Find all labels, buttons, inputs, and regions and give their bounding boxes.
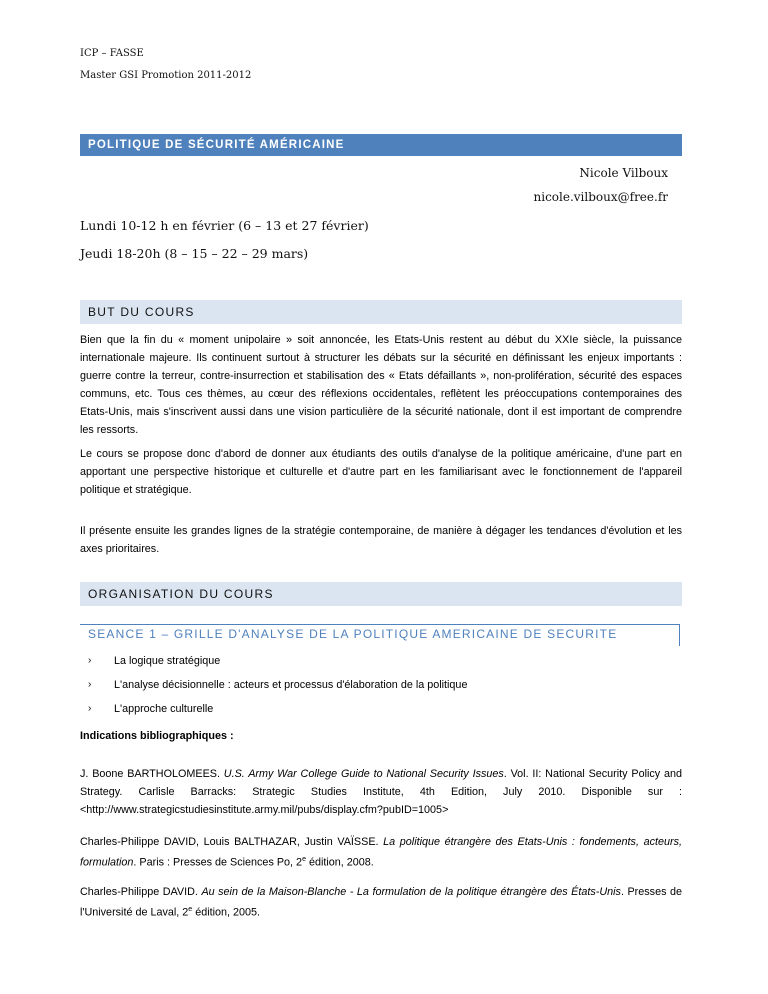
reference-details: . Presses de l'Université de Laval, 2: [80, 886, 682, 919]
teacher-name: Nicole Vilboux: [579, 166, 668, 180]
reference-details: . Vol. II: National Security Policy and Strategy. Carlisle Barracks: Strategic Studies Institute, 4th Edition, July 2010. Disponible sur : <http://www.strategicstudiesinstitute.army.mil/pubs/display.cfm?pubID=1005>: [80, 768, 682, 816]
bullet-text: L'approche culturelle: [114, 703, 214, 715]
paragraph-intro: Bien que la fin du « moment unipolaire » soit annoncée, les Etats-Unis restent au début du XXIe siècle, la puissance internationale majeure. Ils continuent surtout à structurer les débats sur la sécurité en définissant les enjeux importants : guerre contre la terreur, contre-insurrection et stabilisation des « Etats défaillants », non-prolifération, sécurité des espaces communs, etc. Tous ces thèmes, au cœur des réflexions occidentales, reflètent les préoccupations contemporaines des Etats-Unis, mais s'inscrivent aussi dans une vision particulière de la sécurité nationale, dont il est important de comprendre les ressorts.: [80, 334, 682, 436]
reference-details-end: édition, 2005.: [192, 906, 261, 919]
reference-entry: [80, 765, 682, 819]
reference-edition-sup: e: [188, 906, 193, 913]
schedule-monday: Lundi 10-12 h en février (6 – 13 et 27 février): [80, 218, 369, 233]
reference-title: Au sein de la Maison-Blanche - La formulation de la politique étrangère des États-Unis: [201, 886, 621, 898]
reference-details-end: édition, 2008.: [305, 856, 374, 869]
paragraph-strategy: Il présente ensuite les grandes lignes de la stratégie contemporaine, de manière à dégager les tendances d'évolution et les axes prioritaires.: [80, 525, 682, 555]
bullet-text: La logique stratégique: [114, 655, 221, 667]
reference-author: Charles-Philippe DAVID.: [80, 886, 202, 898]
reference-details: . Paris : Presses de Sciences Po, 2: [133, 856, 303, 869]
reference-author: Charles-Philippe DAVID, Louis BALTHAZAR, Justin VAÏSSE.: [80, 836, 384, 848]
chevron-right-icon: ›: [88, 703, 92, 714]
section-heading-but: BUT DU COURS: [80, 300, 682, 324]
header-program: Master GSI Promotion 2011-2012: [80, 70, 252, 81]
reference-entry: [80, 833, 682, 872]
header-institution: ICP – FASSE: [80, 48, 144, 59]
seance-1-heading: SEANCE 1 – GRILLE D'ANALYSE DE LA POLITIQUE AMERICAINE DE SECURITE: [80, 624, 680, 646]
paragraph-objectives: Le cours se propose donc d'abord de donner aux étudiants des outils d'analyse de la politique américaine, d'une part en apportant une perspective historique et culturelle et d'autre part en les familiarisant avec le fonctionnement de l'appareil politique et stratégique.: [80, 448, 682, 496]
bibliography-label: Indications bibliographiques :: [80, 730, 234, 742]
reference-title: La politique étrangère des Etats-Unis : fondements, acteurs, formulation: [80, 836, 682, 869]
reference-author: J. Boone BARTHOLOMEES.: [80, 768, 224, 780]
chevron-right-icon: ›: [88, 679, 92, 690]
section-heading-organisation: ORGANISATION DU COURS: [80, 582, 682, 606]
teacher-email: nicole.vilboux@free.fr: [533, 190, 668, 204]
bullet-text: L'analyse décisionnelle : acteurs et processus d'élaboration de la politique: [114, 679, 468, 691]
schedule-thursday: Jeudi 18-20h (8 – 15 – 22 – 29 mars): [80, 246, 309, 261]
reference-entry: [80, 883, 682, 922]
course-title: POLITIQUE DE SÉCURITÉ AMÉRICAINE: [80, 134, 682, 156]
reference-edition-sup: e: [302, 856, 306, 863]
reference-title: U.S. Army War College Guide to National Security Issues: [223, 768, 504, 780]
chevron-right-icon: ›: [88, 655, 92, 666]
